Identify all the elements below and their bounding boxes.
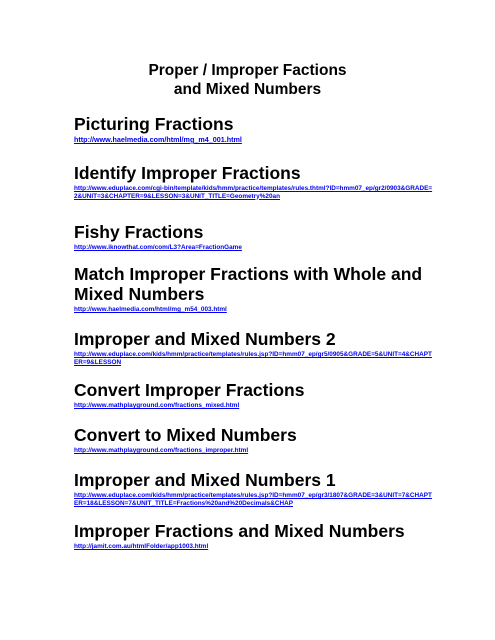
section-identify-improper-fractions <box>74 163 434 200</box>
section-link[interactable]: http://www.iknowthat.com/com/L3?Area=FractionGame <box>74 244 242 251</box>
section-heading: Identify Improper Fractions <box>74 163 301 183</box>
section-improper-and-mixed-numbers-2 <box>74 329 434 366</box>
section-link[interactable]: http://jamit.com.au/htmlFolder/app1003.html <box>74 543 209 550</box>
section-fishy-fractions <box>74 222 434 252</box>
section-link[interactable]: http://www.eduplace.com/kids/hmm/practice/templates/rules.jsp?ID=hmm07_ep/gr3/1807&GRADE=3&UNIT=7&CHAPTER=18&LESSON=7&UNIT_TITLE=Fractions%20and%20Decimals&CHAP <box>74 492 432 507</box>
section-heading: Match Improper Fractions with Whole and Mixed Numbers <box>74 264 423 304</box>
section-convert-improper-fractions <box>74 380 434 410</box>
section-link[interactable]: http://www.haelmedia.com/html/mg_m4_001.html <box>74 135 242 144</box>
section-heading: Picturing Fractions <box>74 114 234 134</box>
section-heading: Improper Fractions and Mixed Numbers <box>74 521 405 541</box>
section-heading: Improper and Mixed Numbers 1 <box>74 470 336 490</box>
section-heading: Improper and Mixed Numbers 2 <box>74 329 336 349</box>
section-link[interactable]: http://www.eduplace.com/cgi-bin/template/kids/hmm/practice/templates/rules.thtml?ID=hmm07_ep/gr2/0903&GRADE=2&UNIT=3&CHAPTER=9&LESSON=3&UNIT_TITLE=Geometry%20an <box>74 185 433 200</box>
section-link[interactable]: http://www.mathplayground.com/fractions_improper.html <box>74 447 249 454</box>
section-heading: Fishy Fractions <box>74 222 204 242</box>
page-title <box>0 61 495 99</box>
section-convert-to-mixed-numbers <box>74 425 434 455</box>
section-picturing-fractions <box>74 114 434 144</box>
section-heading: Convert Improper Fractions <box>74 380 305 400</box>
page-title-line-1: Proper / Improper Factions <box>148 62 347 79</box>
section-link[interactable]: http://www.haelmedia.com/html/mg_m54_003.html <box>74 306 227 313</box>
section-link[interactable]: http://www.eduplace.com/kids/hmm/practice/templates/rules.jsp?ID=hmm07_ep/gr5/0905&GRADE=5&UNIT=4&CHAPTER=9&LESSON <box>74 351 432 366</box>
section-improper-and-mixed-numbers-1 <box>74 470 434 507</box>
section-match-improper-fractions <box>74 264 434 314</box>
section-heading: Convert to Mixed Numbers <box>74 425 297 445</box>
section-improper-fractions-and-mixed-numbers <box>74 521 434 551</box>
page-title-line-2: and Mixed Numbers <box>173 81 322 98</box>
section-link[interactable]: http://www.mathplayground.com/fractions_mixed.html <box>74 402 240 409</box>
